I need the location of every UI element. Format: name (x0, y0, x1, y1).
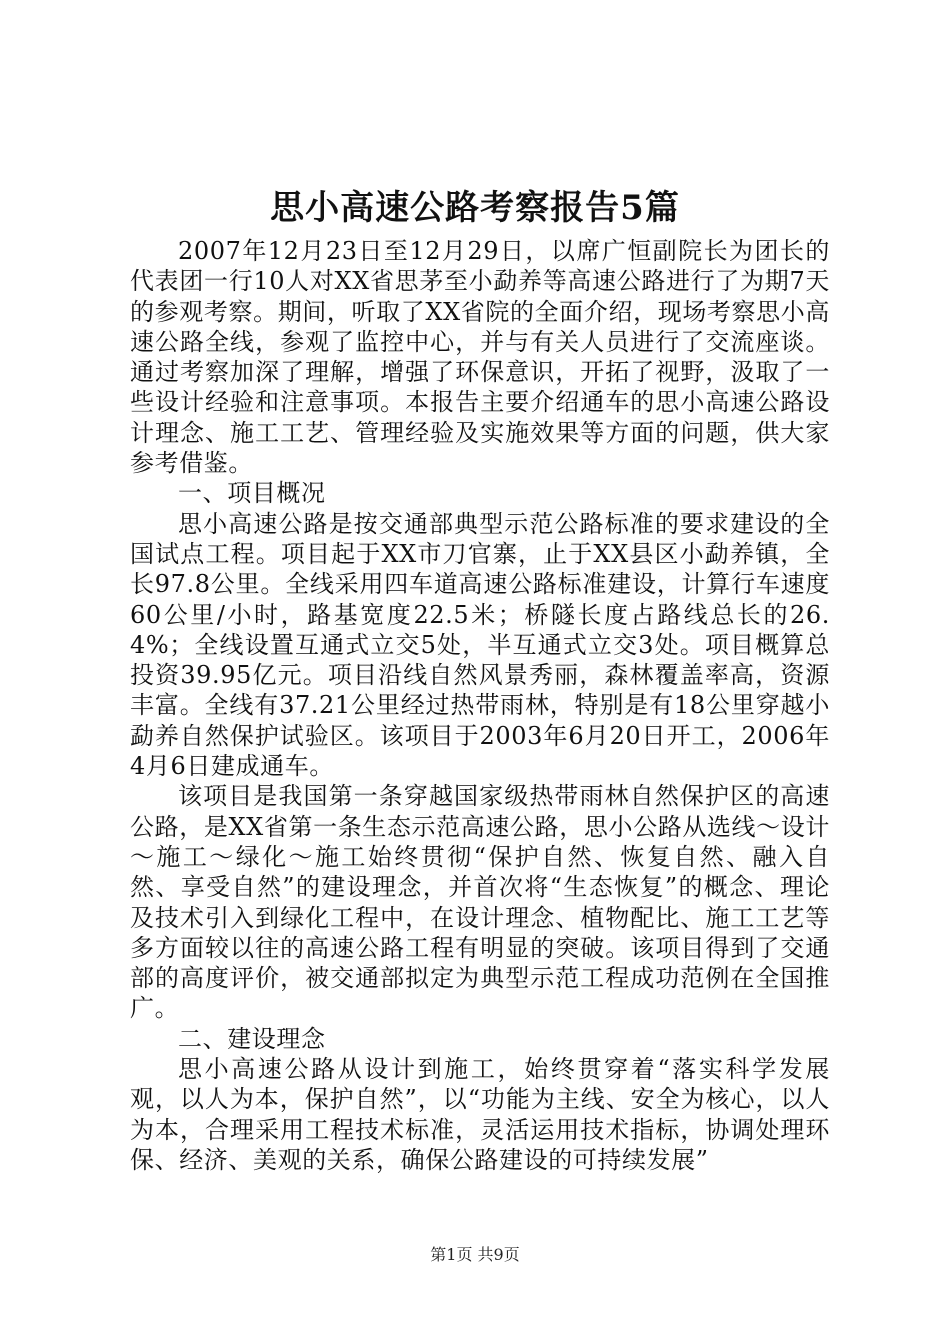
project-significance-paragraph: 该项目是我国第一条穿越国家级热带雨林自然保护区的高速公路，是XX省第一条生态示范高速公路，思小公路从选线～设计～施工～绿化～施工始终贯彻“保护自然、恢复自然、融入自然、享受自然”的建设理念，并首次将“生态恢复”的概念、理论及技术引入到绿化工程中，在设计理念、植物配比、施工工艺等多方面较以往的高速公路工程有明显的突破。该项目得到了交通部的高度评价，被交通部拟定为典型示范工程成功范例在全国推广。 (130, 782, 830, 1023)
project-overview-paragraph: 思小高速公路是按交通部典型示范公路标准的要求建设的全国试点工程。项目起于XX市刀官寨，止于XX县区小勐养镇，全长97.8公里。全线采用四车道高速公路标准建设，计算行车速度60公里/小时，路基宽度22.5米；桥隧长度占路线总长的26.4%；全线设置互通式立交5处，半互通式立交3处。项目概算总投资39.95亿元。项目沿线自然风景秀丽，森林覆盖率高，资源丰富。全线有37.21公里经过热带雨林，特别是有18公里穿越小勐养自然保护试验区。该项目于2003年6月20日开工，2006年4月6日建成通车。 (130, 509, 830, 781)
section-heading-construction-concept: 二、建设理念 (178, 1024, 326, 1053)
document-body (130, 236, 830, 1175)
document-title: 思小高速公路考察报告5篇 (270, 188, 680, 228)
page-number: 第1页 共9页 (430, 1245, 520, 1264)
section-heading-project-overview: 一、项目概况 (178, 479, 326, 508)
intro-paragraph: 2007年12月23日至12月29日，以席广恒副院长为团长的代表团一行10人对XX省思茅至小勐养等高速公路进行了为期7天的参观考察。期间，听取了XX省院的全面介绍，现场考察思小高速公路全线，参观了监控中心，并与有关人员进行了交流座谈。通过考察加深了理解，增强了环保意识，开拓了视野，汲取了一些设计经验和注意事项。本报告主要介绍通车的思小高速公路设计理念、施工工艺、管理经验及实施效果等方面的问题，供大家参考借鉴。 (130, 237, 830, 478)
construction-concept-paragraph: 思小高速公路从设计到施工，始终贯穿着“落实科学发展观，以人为本，保护自然”，以“功能为主线、安全为核心，以人为本，合理采用工程技术标准，灵活运用技术指标，协调处理环保、经济、美观的关系，确保公路建设的可持续发展” (130, 1055, 830, 1174)
